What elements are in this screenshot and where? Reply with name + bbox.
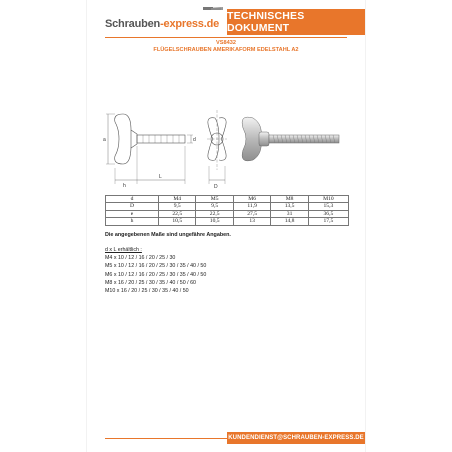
table-cell: 13 xyxy=(233,218,270,225)
table-cell: M4 xyxy=(159,196,196,203)
product-title: FLÜGELSCHRAUBEN AMERIKAFORM EDELSTAHL A2 xyxy=(153,47,299,53)
document-type-banner: TECHNISCHES DOKUMENT xyxy=(227,9,365,35)
table-cell: M10 xyxy=(308,196,348,203)
label-a: a xyxy=(103,137,106,143)
footer-divider xyxy=(105,438,227,439)
label-d-large: D xyxy=(214,184,218,190)
table-cell: 17,5 xyxy=(308,218,348,225)
availability-line-m8: M8 x 16 / 20 / 25 / 30 / 35 / 40 / 50 / 60 xyxy=(105,279,196,286)
header-divider xyxy=(105,37,347,38)
table-cell: 9,5 xyxy=(159,203,196,210)
table-cell: D xyxy=(106,203,159,210)
table-cell: 22,5 xyxy=(159,210,196,217)
label-d-small: d xyxy=(193,137,196,143)
table-cell: 15,3 xyxy=(308,203,348,210)
dimension-table xyxy=(105,195,349,226)
availability-heading: d x L erhältlich : xyxy=(105,247,142,253)
table-row xyxy=(106,218,349,225)
table-cell: 31 xyxy=(271,210,308,217)
support-email-link[interactable]: KUNDENDIENST@SCHRAUBEN-EXPRESS.DE xyxy=(227,432,365,444)
front-view xyxy=(207,110,227,184)
table-cell: 36,5 xyxy=(308,210,348,217)
logo-text: Schrauben-express.de xyxy=(105,18,220,30)
table-cell: M5 xyxy=(196,196,233,203)
product-code: VS8432 xyxy=(216,40,236,46)
table-cell: 13,5 xyxy=(271,203,308,210)
table-row xyxy=(106,203,349,210)
schematic-view xyxy=(106,114,193,184)
label-l: L xyxy=(159,174,162,180)
table-cell: d xyxy=(106,196,159,203)
technical-drawing xyxy=(103,108,353,194)
table-cell: M6 xyxy=(233,196,270,203)
dimension-note: Die angegebenen Maße sind ungefähre Angaben. xyxy=(105,232,231,238)
availability-line-m5: M5 x 10 / 12 / 16 / 20 / 25 / 30 / 35 / 40 / 50 xyxy=(105,263,207,270)
table-row xyxy=(106,210,349,217)
table-cell: 9,5 xyxy=(196,203,233,210)
document-page xyxy=(87,0,365,452)
availability-line-m10: M10 x 16 / 20 / 25 / 30 / 35 / 40 / 50 xyxy=(105,288,189,295)
screw-logo-icon xyxy=(201,4,225,26)
availability-line-m6: M6 x 10 / 12 / 16 / 20 / 25 / 30 / 35 / 40 / 50 xyxy=(105,271,207,278)
table-cell: 14,8 xyxy=(271,218,308,225)
table-cell: M8 xyxy=(271,196,308,203)
table-cell: h xyxy=(106,218,159,225)
table-cell: 27,5 xyxy=(233,210,270,217)
table-cell: 11,9 xyxy=(233,203,270,210)
table-cell: e xyxy=(106,210,159,217)
table-cell: 22,5 xyxy=(196,210,233,217)
availability-list xyxy=(105,246,206,295)
table-cell: 10,5 xyxy=(196,218,233,225)
table-row xyxy=(106,196,349,203)
availability-line-m4: M4 x 10 / 12 / 16 / 20 / 25 / 30 xyxy=(105,255,176,262)
table-cell: 10,5 xyxy=(159,218,196,225)
product-photo xyxy=(242,117,339,161)
label-h: h xyxy=(123,183,126,189)
